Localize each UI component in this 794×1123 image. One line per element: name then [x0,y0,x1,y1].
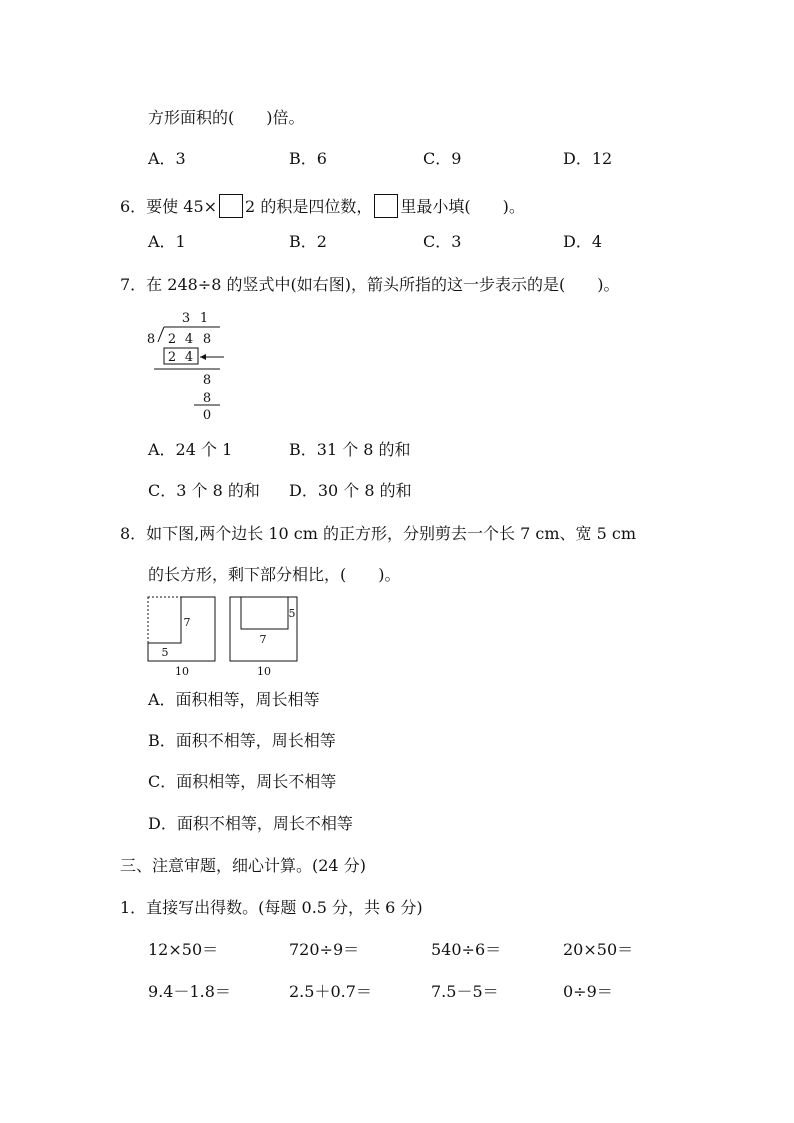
step2-digit: 8 [202,373,212,388]
square-figure-1 [144,593,220,679]
fig2-base-label: 10 [257,665,271,678]
long-division-figure [140,306,240,424]
q6-option-c: C．3 [423,232,462,251]
q7-option-d: D．30 个 8 的和 [289,481,412,500]
step1-digit-1: 2 [167,350,177,365]
calc-6: 2.5＋0.7＝ [289,982,372,1001]
q6-stem [120,194,525,218]
quotient-digit-2: 1 [199,311,209,326]
fig1-bottom-label: 5 [161,646,169,659]
q6-blank-box-ref [374,194,398,218]
fig2-side-label: 5 [288,607,296,620]
q5-option-a: A．3 [148,149,186,168]
fig2-bottom-label: 7 [259,633,267,646]
divisor: 8 [146,332,156,347]
calc-7: 7.5－5＝ [431,982,499,1001]
step3-digit: 8 [202,391,212,406]
calc-4: 20×50＝ [563,940,634,959]
fig1-side-label: 7 [183,616,191,629]
q8-option-c: C．面积相等，周长不相等 [148,772,337,791]
q7-option-a: A．24 个 1 [148,440,233,459]
calc-2: 720÷9＝ [289,940,360,959]
q5-option-c: C．9 [423,149,462,168]
calc-5: 9.4－1.8＝ [148,982,231,1001]
step1-digit-2: 4 [184,350,194,365]
section-3-q1-stem: 1．直接写出得数。(每题 0.5 分，共 6 分) [120,898,423,917]
q5-option-d: D．12 [563,149,613,168]
square-figure-2 [226,593,302,679]
q5-option-b: B．6 [289,149,327,168]
q8-stem-line1: 8．如下图,两个边长 10 cm 的正方形，分别剪去一个长 7 cm、宽 5 cm [120,524,636,543]
q8-option-b: B．面积不相等，周长相等 [148,731,336,750]
section-3-heading: 三、注意审题，细心计算。(24 分) [120,856,366,875]
q6-stem-mid: 2 的积是四位数， [245,197,373,216]
q6-option-a: A．1 [148,232,186,251]
q7-option-b: B．31 个 8 的和 [289,440,411,459]
dividend-digit-3: 8 [202,332,212,347]
q7-option-c: C．3 个 8 的和 [148,481,260,500]
fig1-base-label: 10 [175,665,189,678]
q8-option-d: D．面积不相等，周长不相等 [148,814,353,833]
q6-stem-pre: 6．要使 45× [120,197,218,216]
calc-8: 0÷9＝ [563,982,613,1001]
q8-option-a: A．面积相等，周长相等 [148,690,320,709]
quotient-digit-1: 3 [181,311,191,326]
q6-option-d: D．4 [563,232,603,251]
q6-stem-post: 里最小填( )。 [400,197,525,216]
dividend-digit-2: 4 [184,332,194,347]
calc-1: 12×50＝ [148,940,219,959]
q6-blank-box [219,194,243,218]
q7-stem: 7．在 248÷8 的竖式中(如右图)，箭头所指的这一步表示的是( )。 [120,275,620,294]
q8-stem-line2: 的长方形，剩下部分相比，( )。 [148,565,401,584]
calc-3: 540÷6＝ [431,940,502,959]
remainder-digit: 0 [202,408,212,423]
q6-option-b: B．2 [289,232,327,251]
q5-continuation: 方形面积的( )倍。 [148,108,305,127]
dividend-digit-1: 2 [167,332,177,347]
